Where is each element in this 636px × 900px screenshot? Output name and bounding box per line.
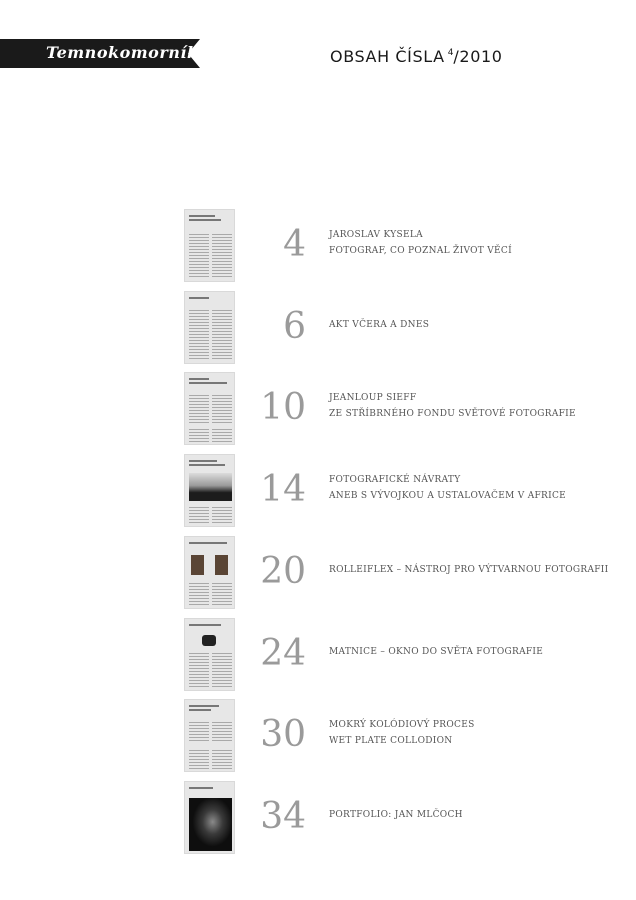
article-title: JAROSLAV KYSELA FOTOGRAF, CO POZNAL ŽIVOT VĚCÍ	[329, 230, 512, 256]
issue-label: OBSAH ČÍSLA	[330, 47, 445, 66]
article-title: FOTOGRAFICKÉ NÁVRATY ANEB S VÝVOJKOU A USTALOVAČEM V AFRICE	[329, 475, 567, 501]
page-thumbnail	[184, 372, 235, 445]
page-number: 14	[260, 469, 306, 510]
toc-entry[interactable]	[0, 781, 636, 857]
page-thumbnail	[184, 454, 235, 527]
issue-year: /2010	[453, 47, 503, 66]
toc-entry[interactable]	[0, 536, 636, 612]
page-thumbnail	[184, 699, 235, 772]
toc-entry[interactable]	[0, 699, 636, 775]
article-title: MATNICE – OKNO DO SVĚTA FOTOGRAFIE	[329, 647, 544, 657]
toc-entry[interactable]	[0, 209, 636, 285]
article-title: MOKRÝ KOLÓDIOVÝ PROCES WET PLATE COLLODION	[329, 720, 475, 746]
issue-title	[330, 43, 503, 67]
page-number: 10	[260, 387, 306, 428]
article-title: PORTFOLIO: JAN MLČOCH	[329, 810, 463, 820]
page-thumbnail	[184, 291, 235, 364]
article-title: JEANLOUP SIEFF ZE STŘÍBRNÉHO FONDU SVĚTOVÉ FOTOGRAFIE	[329, 393, 576, 419]
page-thumbnail	[184, 209, 235, 282]
toc-entry[interactable]	[0, 618, 636, 694]
page-number: 4	[283, 224, 306, 265]
page-thumbnail	[184, 781, 235, 854]
page-number: 24	[260, 633, 306, 674]
page-number: 20	[260, 551, 306, 592]
toc-entry[interactable]	[0, 372, 636, 448]
article-title: ROLLEIFLEX – NÁSTROJ PRO VÝTVARNOU FOTOGRAFII	[329, 565, 609, 575]
page-thumbnail	[184, 618, 235, 691]
magazine-name: Temnokomorník	[46, 43, 199, 62]
page-number: 34	[260, 796, 306, 837]
article-title: AKT VČERA A DNES	[329, 320, 430, 330]
page-number: 6	[283, 306, 306, 347]
toc-entry[interactable]	[0, 291, 636, 367]
issue-number: 4	[447, 48, 454, 58]
page-number: 30	[260, 714, 306, 755]
toc-entry[interactable]	[0, 454, 636, 530]
page-thumbnail	[184, 536, 235, 609]
